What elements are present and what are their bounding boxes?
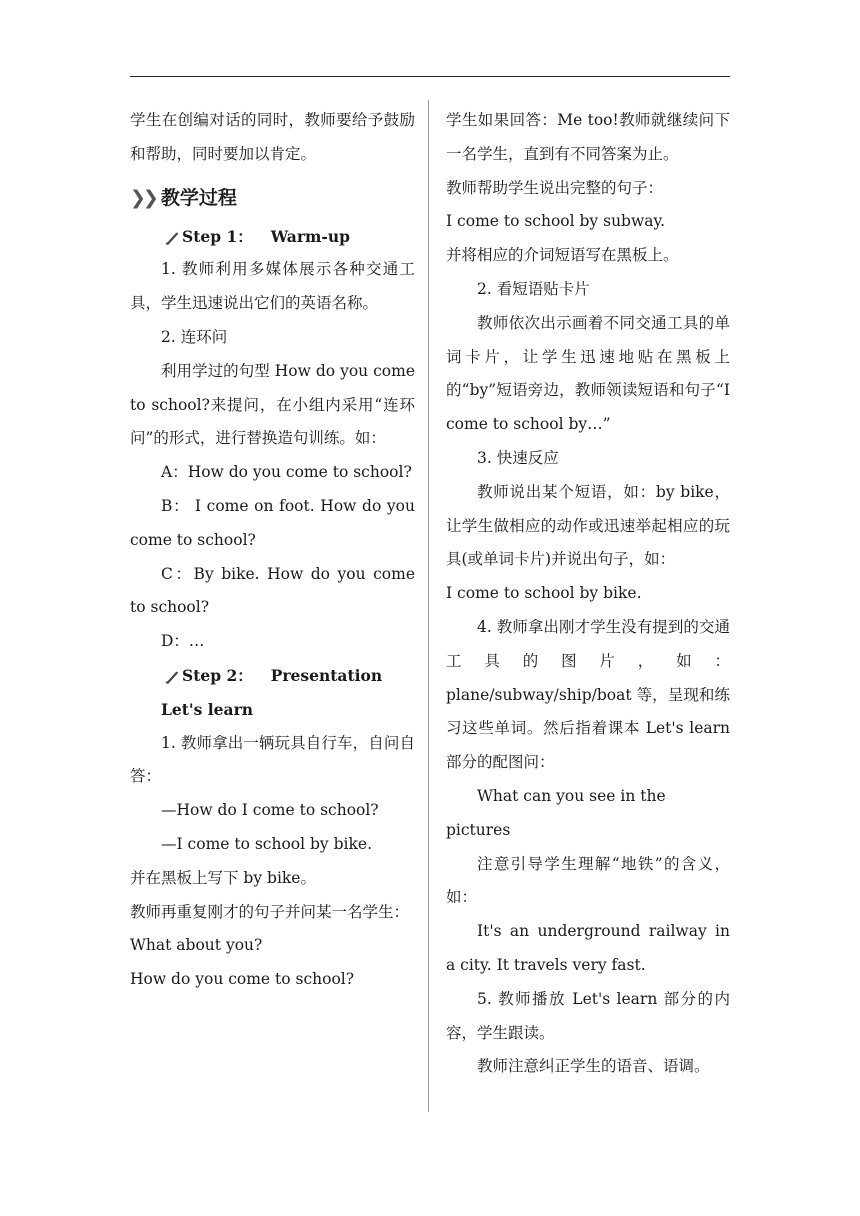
step-2-label: Step 2： [182, 665, 253, 685]
paragraph: 教师注意纠正学生的语音、语调。 [477, 1057, 710, 1076]
paragraph: 2. 连环问 [161, 327, 228, 346]
paragraph: How do you come to school? [130, 970, 355, 989]
paragraph: 并将相应的介词短语写在黑板上。 [446, 246, 679, 265]
paragraph: 1. 教师拿出一辆玩具自行车，自问自答： [130, 733, 415, 786]
dialogue-line: —How do I come to school? [161, 801, 379, 820]
step-2-title: Presentation [270, 665, 383, 685]
paragraph: 并在黑板上写下 by bike。 [130, 868, 316, 887]
step-1-heading [130, 220, 415, 254]
paragraph: plane/subway/ship/boat 等，呈现和练习这些单词。然后指着课本 Let's learn 部分的配图问： [446, 685, 730, 772]
header-rule [130, 76, 730, 77]
dialogue-line: B： I come on foot. How do you come to school? [130, 496, 415, 549]
paragraph: 利用学过的句型 How do you come to school?来提问，在小组内采用“连环问”的形式，进行替换造句训练。如： [130, 361, 415, 448]
section-heading [130, 178, 415, 218]
paragraph: 1. 教师利用多媒体展示各种交通工具，学生迅速说出它们的英语名称。 [130, 260, 415, 313]
paragraph: 教师说出某个短语，如：by bike，让学生做相应的动作或迅速举起相应的玩具(或单词卡片)并说出句子，如： [446, 482, 730, 569]
step-1-label: Step 1： [182, 226, 253, 246]
paragraph: 5. 教师播放 Let's learn 部分的内容，学生跟读。 [446, 989, 730, 1042]
dialogue-line: D：… [161, 632, 205, 651]
paragraph: What about you? [130, 936, 263, 955]
dialogue-line: C：By bike. How do you come to school? [130, 564, 415, 617]
paragraph: It's an underground railway in a city. It travels very fast. [446, 922, 730, 974]
paragraph: 学生如果回答：Me too!教师就继续问下一名学生，直到有不同答案为止。 [446, 111, 730, 163]
dialogue-line: —I come to school by bike. [161, 834, 372, 853]
paragraph: 4. 教师拿出刚才学生没有提到的交通工具的图片，如： [446, 617, 730, 670]
paragraph: I come to school by subway. [446, 212, 666, 231]
paragraph: 教师再重复刚才的句子并问某一名学生： [130, 902, 410, 921]
subheading: Let's learn [161, 699, 254, 719]
section-title: 教学过程 [160, 186, 237, 209]
step-1-title: Warm-up [270, 226, 350, 246]
pen-icon [164, 669, 180, 685]
column-divider [428, 100, 429, 1112]
intro-paragraph: 学生在创编对话的同时，教师要给予鼓励和帮助，同时要加以肯定。 [130, 111, 415, 163]
paragraph: 注意引导学生理解“地铁”的含义，如： [446, 854, 730, 907]
paragraph: 2. 看短语贴卡片 [477, 279, 590, 298]
right-column [446, 104, 730, 1084]
paragraph: I come to school by bike. [446, 584, 642, 603]
paragraph: 3. 快速反应 [477, 448, 559, 467]
left-column [130, 104, 415, 997]
paragraph: 教师依次出示画着不同交通工具的单词卡片，让学生迅速地贴在黑板上的“by”短语旁边，教师领读短语和句子“I come to school by…” [446, 313, 730, 434]
pen-icon [164, 230, 180, 246]
paragraph: What can you see in the pictures [446, 786, 666, 839]
step-2-heading [130, 659, 415, 693]
double-chevron-icon: ❯❯ [130, 186, 156, 209]
dialogue-line: A：How do you come to school? [161, 463, 412, 482]
paragraph: 教师帮助学生说出完整的句子： [446, 178, 664, 197]
